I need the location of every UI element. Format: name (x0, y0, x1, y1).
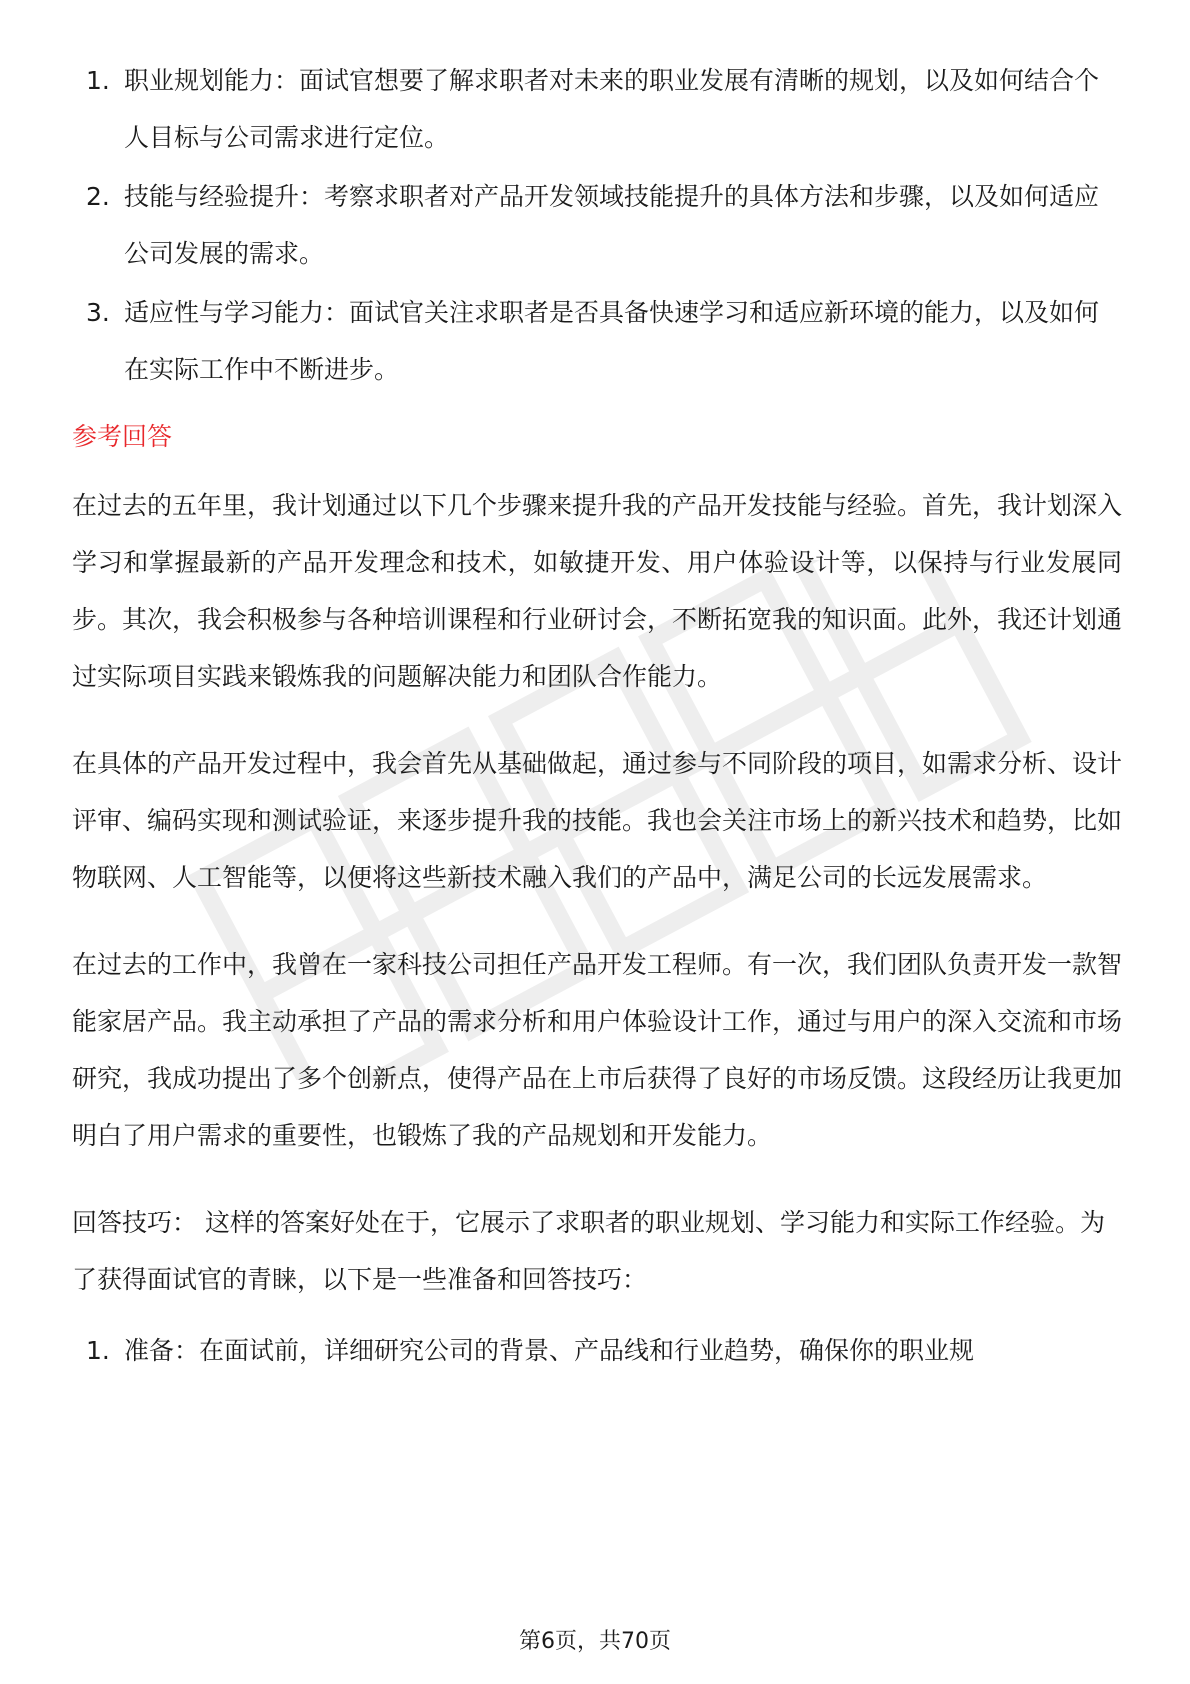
focus-points-list (72, 52, 1122, 398)
answer-paragraph: 在过去的五年里，我计划通过以下几个步骤来提升我的产品开发技能与经验。首先，我计划深入学习和掌握最新的产品开发理念和技术，如敏捷开发、用户体验设计等，以保持与行业发展同步。其次，我会积极参与各种培训课程和行业研讨会，不断拓宽我的知识面。此外，我还计划通过实际项目实践来锻炼我的问题解决能力和团队合作能力。 (72, 491, 1123, 691)
list-text: 适应性与学习能力：面试官关注求职者是否具备快速学习和适应新环境的能力，以及如何在实际工作中不断进步。 (124, 298, 1100, 384)
list-item (72, 284, 1122, 398)
list-number: 2. (86, 182, 110, 211)
document-page (72, 52, 1122, 1381)
list-number: 3. (86, 298, 110, 327)
answer-tips: 回答技巧： 这样的答案好处在于，它展示了求职者的职业规划、学习能力和实际工作经验。为了获得面试官的青睐，以下是一些准备和回答技巧： (72, 1208, 1105, 1294)
list-number: 1. (86, 1336, 110, 1365)
list-item (72, 52, 1122, 166)
answer-paragraph: 在具体的产品开发过程中，我会首先从基础做起，通过参与不同阶段的项目，如需求分析、设计评审、编码实现和测试验证，来逐步提升我的技能。我也会关注市场上的新兴技术和趋势，比如物联网、人工智能等，以便将这些新技术融入我们的产品中，满足公司的长远发展需求。 (72, 749, 1123, 892)
list-item (72, 1322, 1122, 1379)
page-footer: 第6页，共70页 (519, 1629, 671, 1654)
answer-paragraph: 在过去的工作中，我曾在一家科技公司担任产品开发工程师。有一次，我们团队负责开发一款智能家居产品。我主动承担了产品的需求分析和用户体验设计工作，通过与用户的深入交流和市场研究，我成功提出了多个创新点，使得产品在上市后获得了良好的市场反馈。这段经历让我更加明白了用户需求的重要性，也锻炼了我的产品规划和开发能力。 (72, 950, 1123, 1150)
list-text: 准备：在面试前，详细研究公司的背景、产品线和行业趋势，确保你的职业规 (124, 1336, 975, 1365)
reference-answer-heading: 参考回答 (72, 422, 173, 451)
list-number: 1. (86, 66, 110, 95)
tips-list (72, 1322, 1122, 1379)
list-item (72, 168, 1122, 282)
list-text: 职业规划能力：面试官想要了解求职者对未来的职业发展有清晰的规划，以及如何结合个人目标与公司需求进行定位。 (124, 66, 1100, 152)
list-text: 技能与经验提升：考察求职者对产品开发领域技能提升的具体方法和步骤，以及如何适应公司发展的需求。 (124, 182, 1100, 268)
